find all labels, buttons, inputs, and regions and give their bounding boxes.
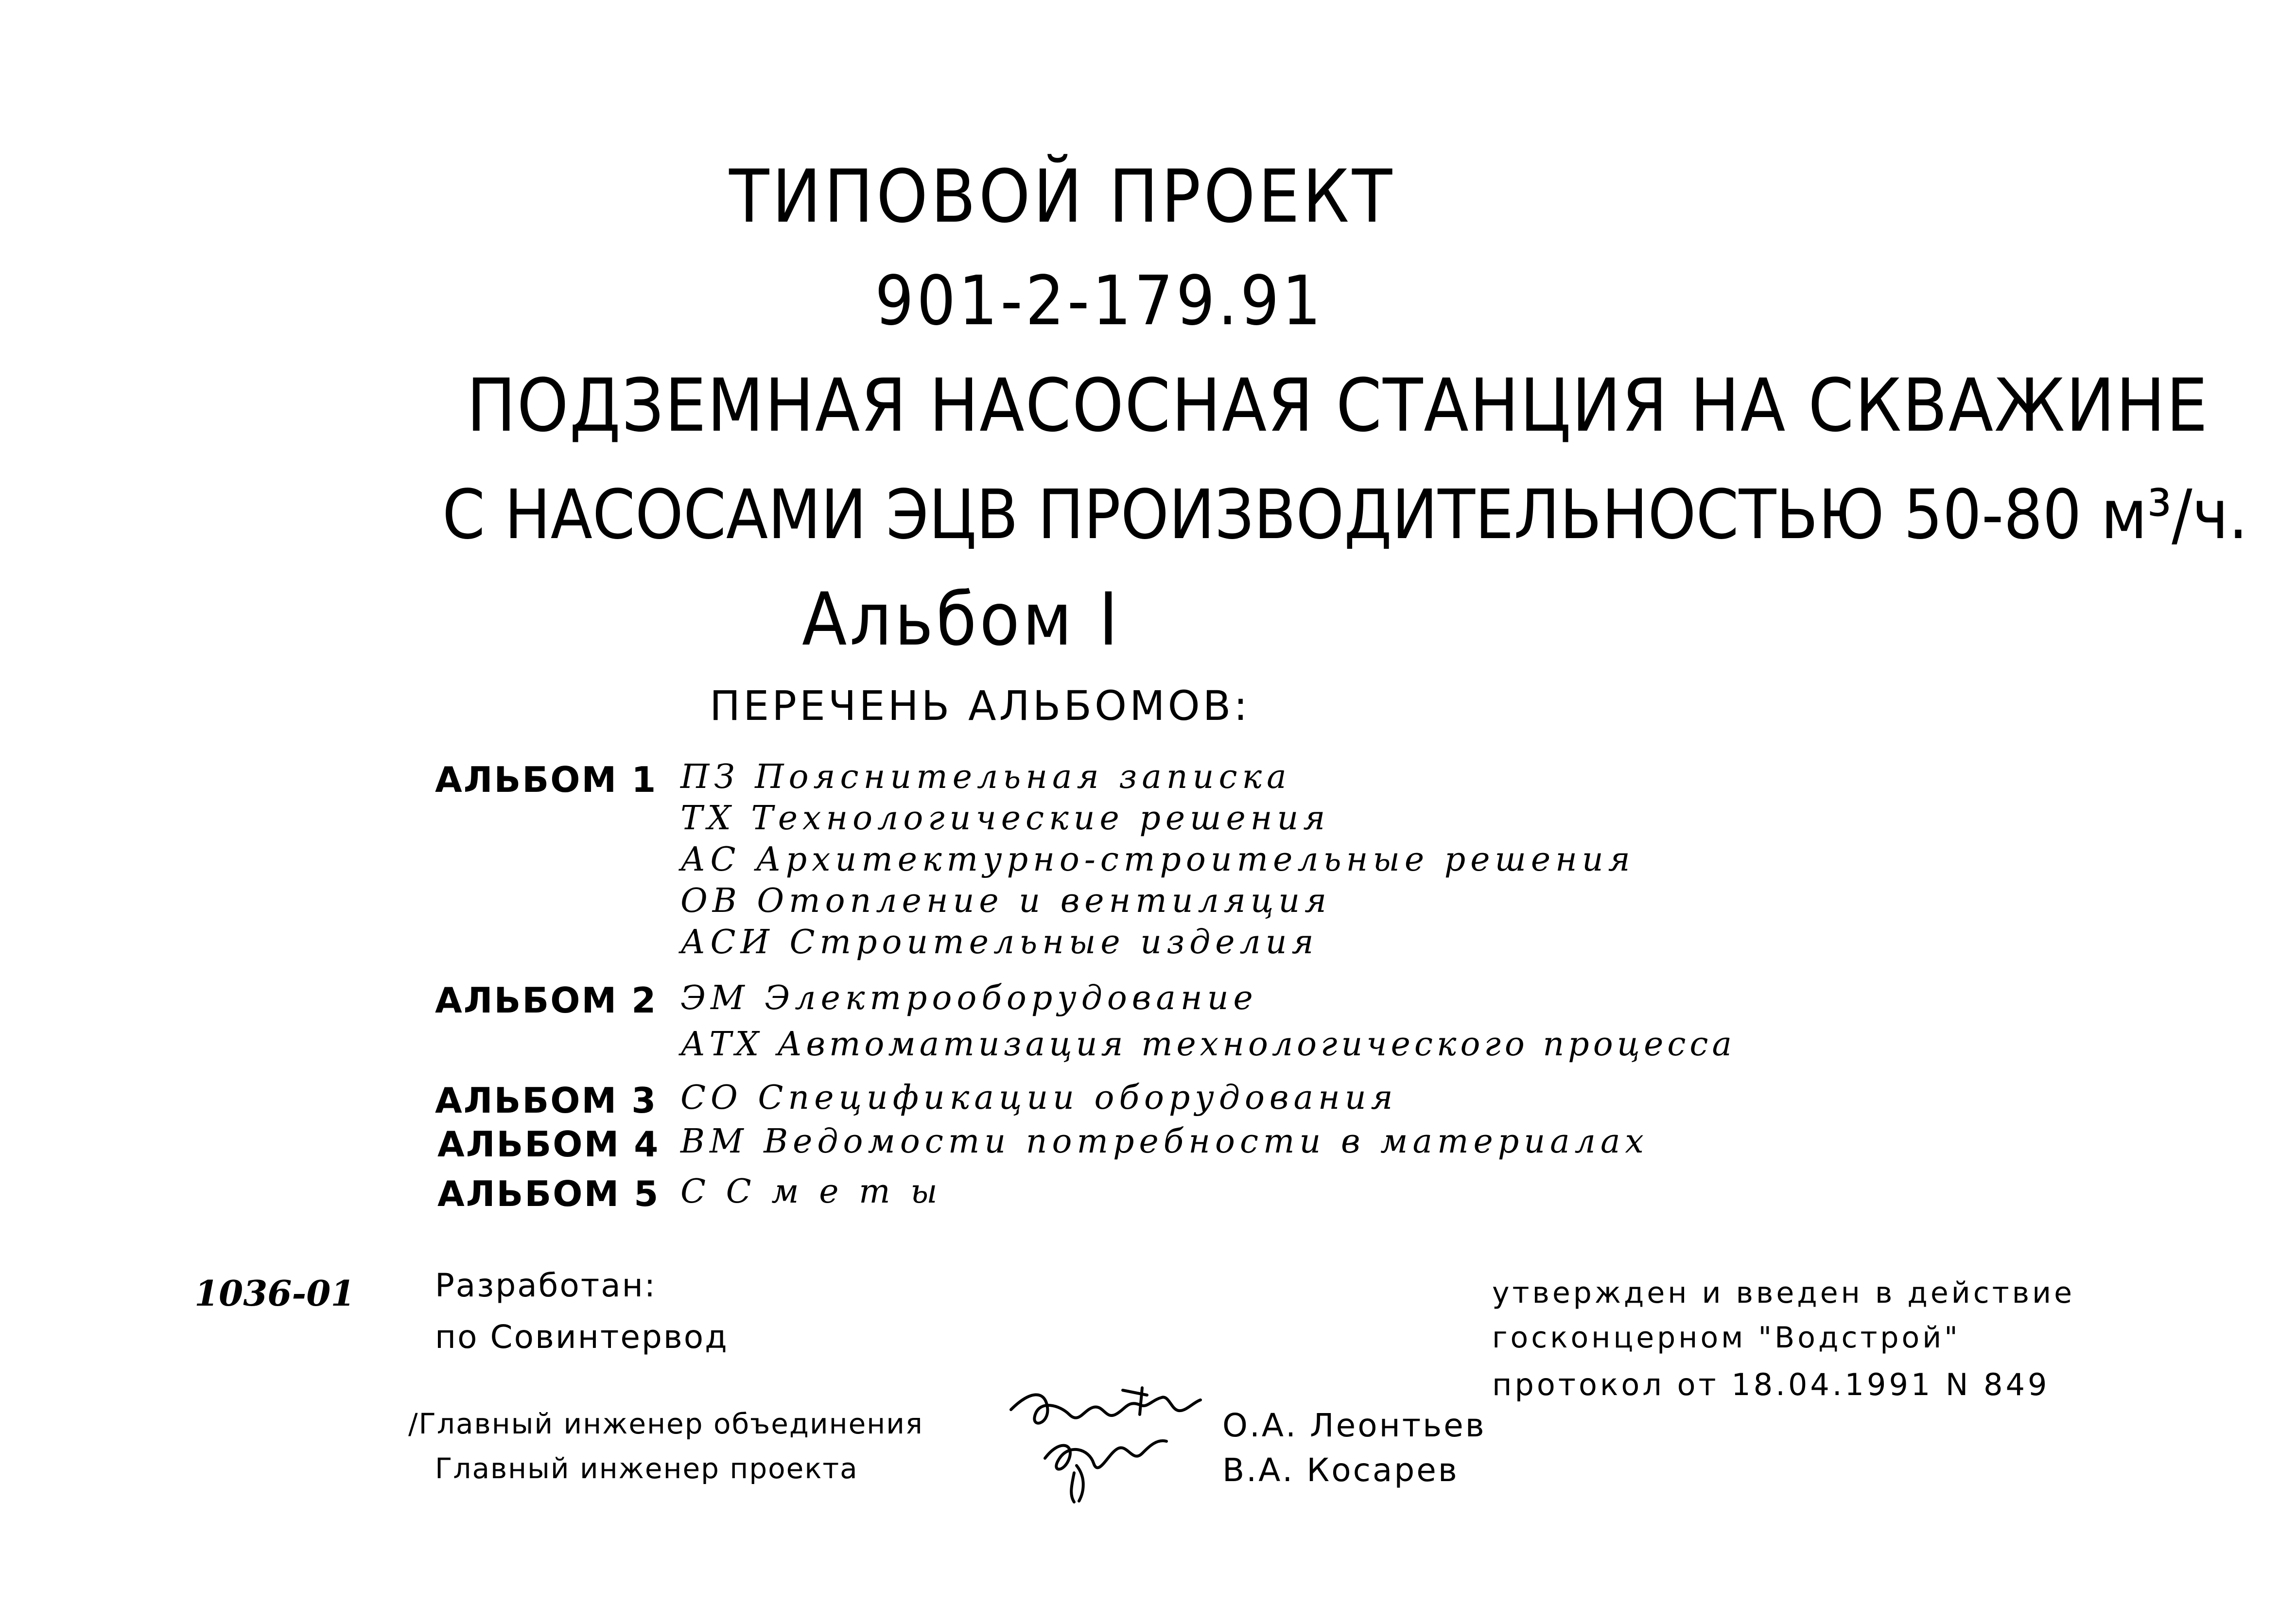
album-1-item-5: АСИ Строительные изделия [680,923,1319,961]
approval-line-2: госконцерном "Водстрой" [1492,1321,1961,1355]
album-5-item-1: С С м е т ы [680,1172,942,1211]
role-1-name: О.А. Леонтьев [1222,1407,1486,1444]
document-code: 1036-01 [194,1273,355,1314]
album-4-item-1: ВМ Ведомости потребности в материалах [680,1122,1649,1161]
role-2-name: В.А. Косарев [1222,1451,1459,1489]
album-3-item-1: СО Спецификации оборудования [680,1079,1398,1117]
album-2-item-2: АТХ Автоматизация технологического процесса [680,1025,1736,1064]
album-1-item-4: ОВ Отопление и вентиляция [680,882,1332,920]
approval-line-3: протокол от 18.04.1991 N 849 [1492,1367,2050,1402]
album-3-label: АЛЬБОМ 3 [435,1080,658,1121]
role-1-title: /Главный инженер объединения [408,1407,923,1440]
project-number: 901-2-179.91 [875,262,1324,341]
album-4-label: АЛЬБОМ 4 [437,1124,660,1165]
developed-label: Разработан: [435,1267,657,1304]
signature-image [1001,1380,1210,1507]
album-2-item-1: ЭМ Электрооборудование [680,979,1258,1017]
album-2-label: АЛЬБОМ 2 [435,980,658,1021]
albums-heading: ПЕРЕЧЕНЬ АЛЬБОМОВ: [710,682,1251,730]
album-1-item-1: ПЗ Пояснительная записка [680,758,1291,796]
project-title-line2: С НАСОСАМИ ЭЦВ ПРОИЗВОДИТЕЛЬНОСТЬЮ 50-80 м³/ч. [442,475,2248,555]
role-2-title: Главный инженер проекта [435,1452,858,1485]
album-5-label: АЛЬБОМ 5 [437,1173,660,1214]
doc-type-title: ТИПОВОЙ ПРОЕКТ [729,155,1395,239]
approval-line-1: утвержден и введен в действие [1492,1276,2075,1310]
developed-by: по Совинтервод [435,1318,729,1356]
album-1-item-2: ТХ Технологические решения [680,799,1330,838]
album-1-item-3: АС Архитектурно-строительные решения [680,840,1635,879]
album-1-label: АЛЬБОМ 1 [435,759,658,800]
album-number-title: Альбом I [802,577,1121,662]
project-title-line1: ПОДЗЕМНАЯ НАСОСНАЯ СТАНЦИЯ НА СКВАЖИНЕ [467,364,2209,448]
